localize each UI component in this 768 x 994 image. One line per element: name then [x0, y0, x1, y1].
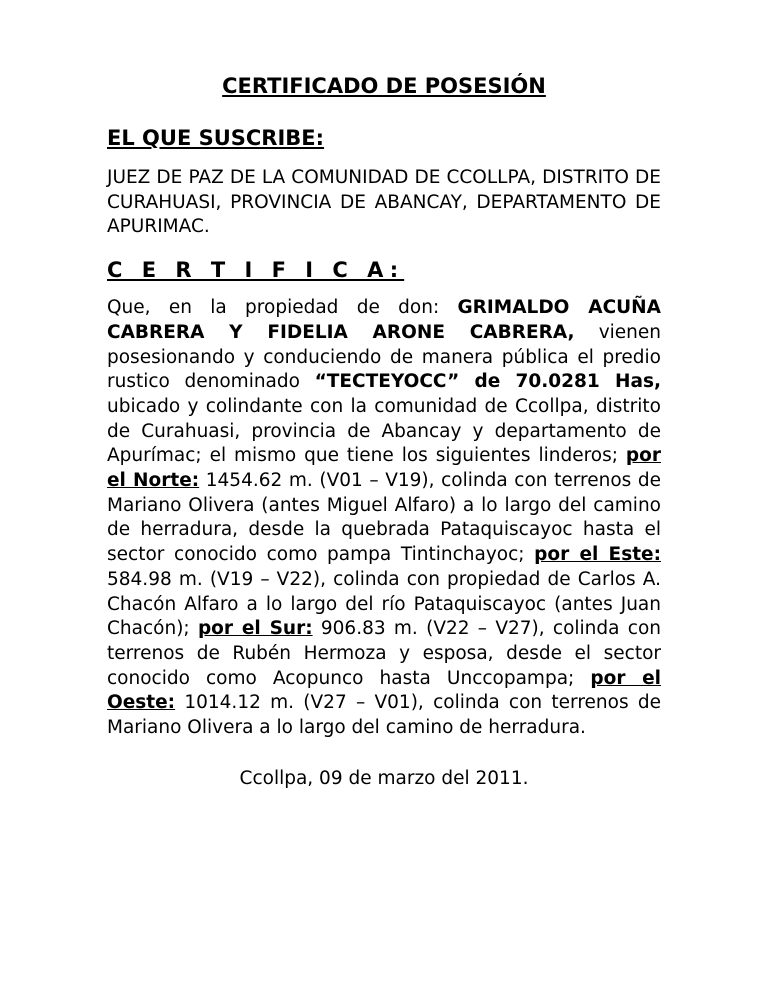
west-boundary-label: por el Oeste:	[107, 667, 661, 714]
subscriber-heading: EL QUE SUSCRIBE:	[107, 126, 325, 150]
south-boundary-label: por el Sur:	[197, 618, 313, 640]
east-boundary-text: 584.98 m. (V19 – V22), colinda con propiedad de Carlos A. Chacón Alfaro a lo largo del río Pataquiscayoc (antes Juan Chacón);	[107, 568, 661, 640]
west-boundary-text: 1014.12 m. (V27 – V01), colinda con terrenos de Mariano Olivera a lo largo del camino de herradura.	[107, 692, 661, 739]
subscriber-text: JUEZ DE PAZ DE LA COMUNIDAD DE CCOLLPA, DISTRITO DE CURAHUASI, PROVINCIA DE ABANCAY, DEPARTAMENTO DE APURIMAC.	[107, 167, 661, 238]
document-title: CERTIFICADO DE POSESIÓN	[222, 74, 546, 98]
body-text-2: vienen posesionando y conduciendo de manera pública el predio rustico denominado	[107, 321, 661, 393]
property-name: “TECTEYOCC” de 70.0281 Has,	[314, 371, 661, 393]
certifica-heading: C E R T I F I C A:	[107, 258, 405, 283]
owners-names: GRIMALDO ACUÑA CABRERA Y FIDELIA ARONE CABRERA,	[107, 297, 661, 343]
body-text-3: ubicado y colindante con la comunidad de Ccollpa, distrito de Curahuasi, provincia de Abancay y departamento de Apurímac; el mismo que tiene los siguientes linderos;	[107, 395, 661, 467]
south-boundary-text: 906.83 m. (V22 – V27), colinda con terrenos de Rubén Hermoza y esposa, desde el sector conocido como Acopunco hasta Unccopampa;	[107, 618, 661, 689]
body-intro-text: Que, en la propiedad de don:	[107, 297, 458, 319]
certificate-body	[107, 296, 661, 741]
closing-date-line: Ccollpa, 09 de marzo del 2011.	[239, 767, 529, 789]
north-boundary-label: por el Norte:	[107, 445, 661, 492]
east-boundary-label: por el Este:	[534, 544, 661, 566]
certificate-page	[107, 70, 661, 791]
north-boundary-text: 1454.62 m. (V01 – V19), colinda con terrenos de Mariano Olivera (antes Miguel Alfaro) a lo largo del camino de herradura, desde la quebrada Pataquiscayoc hasta el sector conocido como pampa Tintinchayoc;	[107, 470, 661, 566]
